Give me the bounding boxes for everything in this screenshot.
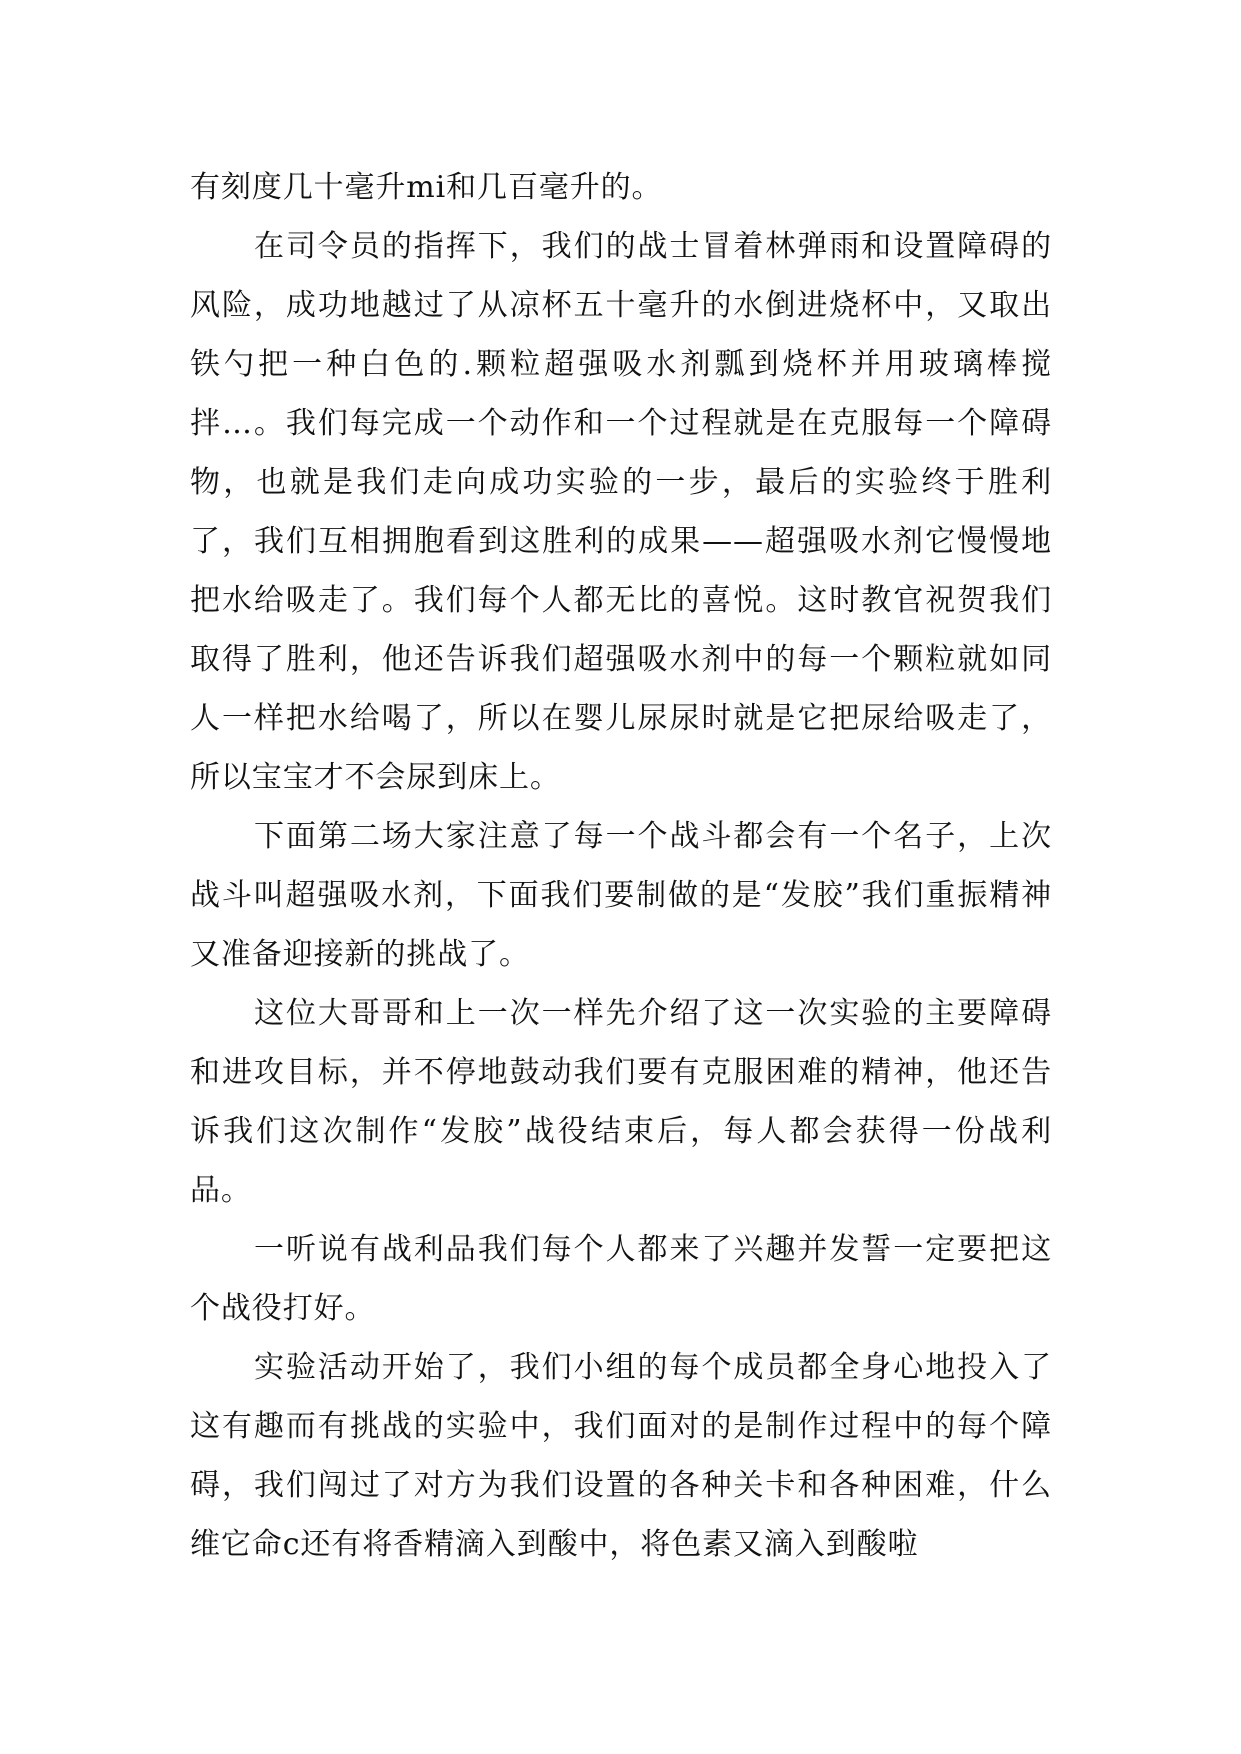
paragraph-3: 下面第二场大家注意了每一个战斗都会有一个名子，上次战斗叫超强吸水剂，下面我们要制做的是“发胶”我们重振精神又准备迎接新的挑战了。: [190, 819, 1052, 972]
paragraph-1: 有刻度几十毫升mi和几百毫升的。: [190, 170, 663, 205]
paragraph-6: 实验活动开始了，我们小组的每个成员都全身心地投入了这有趣而有挑战的实验中，我们面对的是制作过程中的每个障碍，我们闯过了对方为我们设置的各种关卡和各种困难，什么维它命c还有将香精滴入到酸中，将色素又滴入到酸啦: [190, 1350, 1052, 1562]
document-body: [190, 158, 1052, 1574]
paragraph-2: 在司令员的指挥下，我们的战士冒着林弹雨和设置障碍的风险，成功地越过了从凉杯五十毫升的水倒进烧杯中，又取出铁勺把一种白色的.颗粒超强吸水剂瓢到烧杯并用玻璃棒搅拌…。我们每完成一个动作和一个过程就是在克服每一个障碍物，也就是我们走向成功实验的一步，最后的实验终于胜利了，我们互相拥胞看到这胜利的成果——超强吸水剂它慢慢地把水给吸走了。我们每个人都无比的喜悦。这时教官祝贺我们取得了胜利，他还告诉我们超强吸水剂中的每一个颗粒就如同人一样把水给喝了，所以在婴儿尿尿时就是它把尿给吸走了，所以宝宝才不会尿到床上。: [190, 229, 1052, 795]
paragraph-4: 这位大哥哥和上一次一样先介绍了这一次实验的主要障碍和进攻目标，并不停地鼓动我们要有克服困难的精神，他还告诉我们这次制作“发胶”战役结束后，每人都会获得一份战利品。: [190, 996, 1052, 1208]
paragraph-5: 一听说有战利品我们每个人都来了兴趣并发誓一定要把这个战役打好。: [190, 1232, 1052, 1326]
